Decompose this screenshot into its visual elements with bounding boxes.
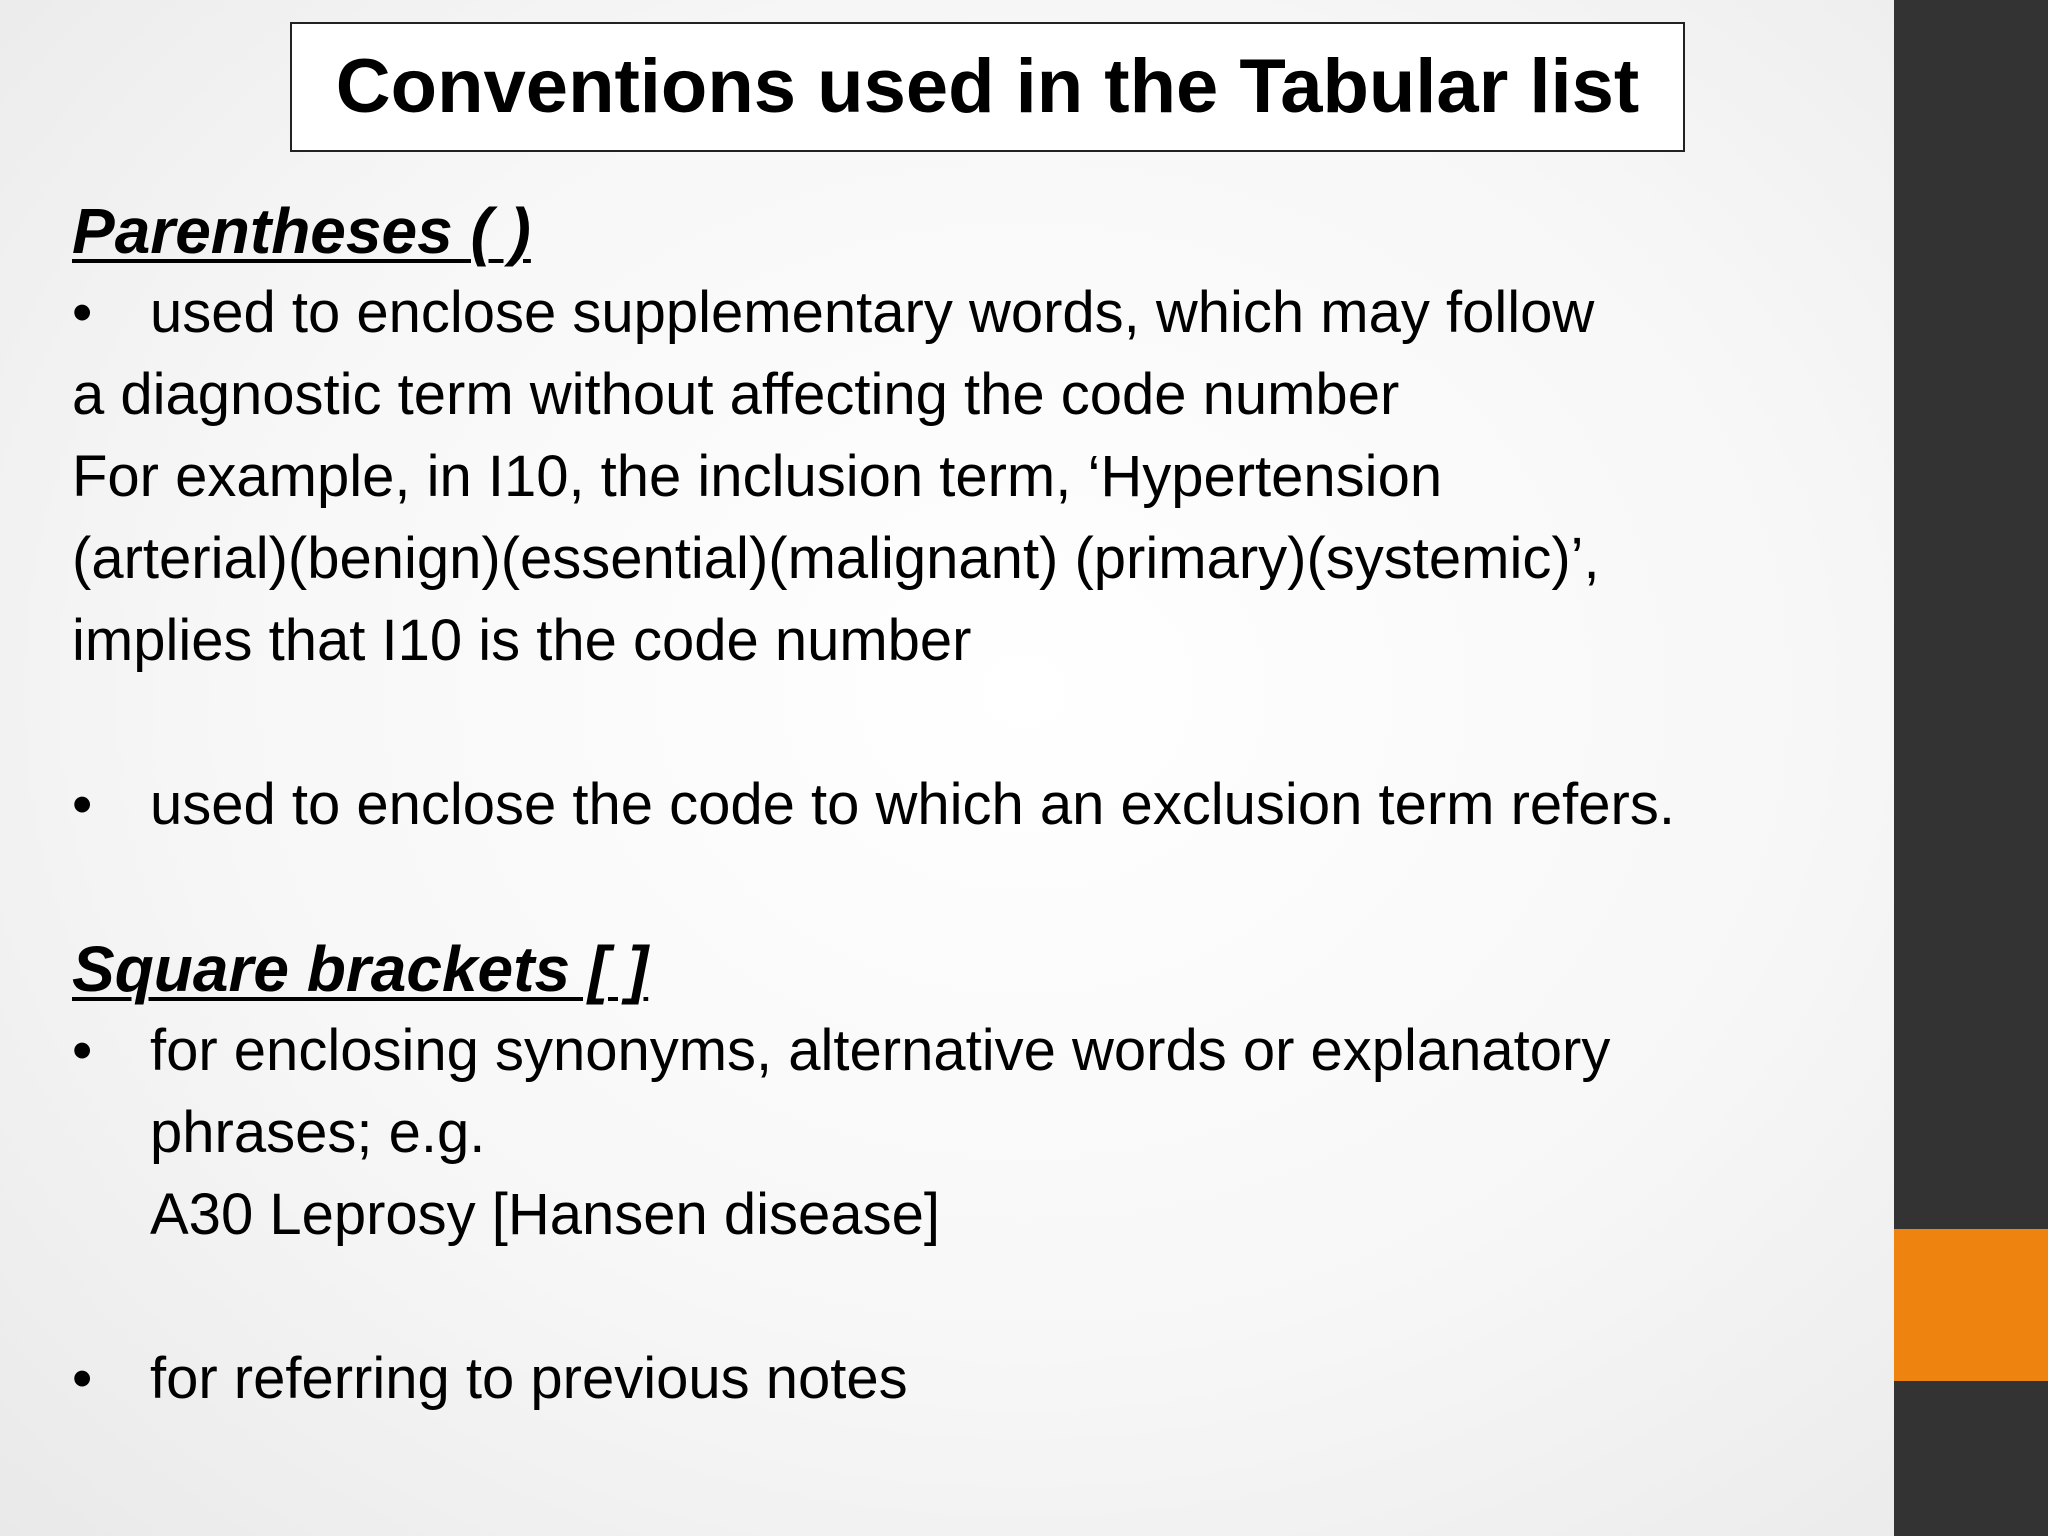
bullet-continuation: A30 Leprosy [Hansen disease] [150,1182,940,1247]
paragraph-line: (arterial)(benign)(essential)(malignant) (primary)(systemic)’, [72,526,1600,591]
section-heading-square-brackets: Square brackets [ ] [72,933,649,1005]
spacer [72,682,1872,764]
section-heading-parentheses: Parentheses ( ) [72,195,531,267]
bullet-continuation: phrases; e.g. [150,1100,486,1165]
bullet-parentheses-2: • used to enclose the code to which an exclusion term refers. [72,764,1872,846]
paragraph-line: For example, in I10, the inclusion term, ‘Hypertension [72,444,1443,509]
paragraph-line: implies that I10 is the code number [72,608,972,673]
slide-title: Conventions used in the Tabular list [335,44,1640,129]
spacer [72,1256,1872,1338]
spacer [72,846,1872,928]
slide-content [72,190,1872,1420]
bullet-square-brackets-1: • for enclosing synonyms, alternative words or explanatory [72,1010,1872,1092]
bullet-square-brackets-2: • for referring to previous notes [72,1338,1872,1420]
paragraph-line: a diagnostic term without affecting the code number [72,362,1400,427]
bullet-parentheses-1: • used to enclose supplementary words, which may follow [72,272,1872,354]
accent-block [1894,1229,2048,1381]
title-box [290,22,1685,152]
